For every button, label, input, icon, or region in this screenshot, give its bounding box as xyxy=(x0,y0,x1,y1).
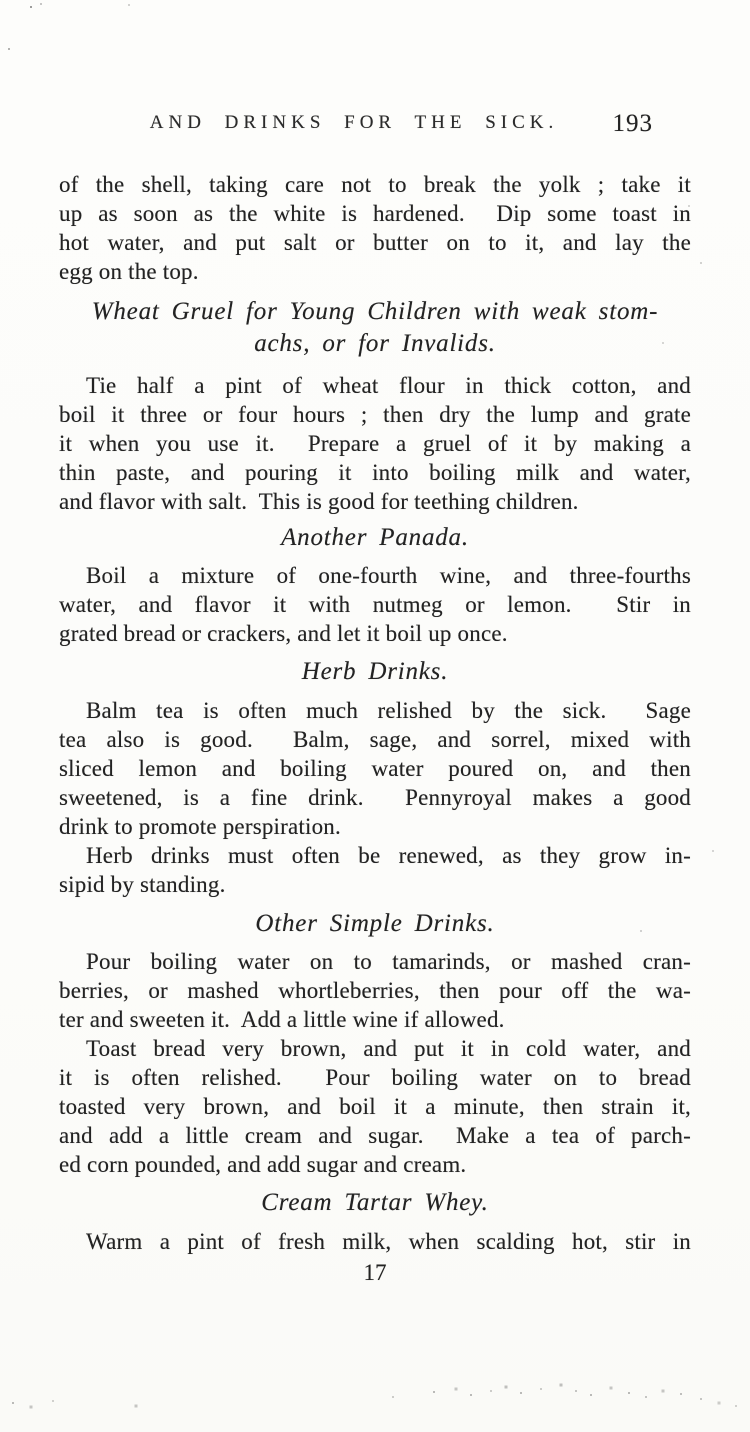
text-line: water, and flavor it with nutmeg or lemon. Stir in xyxy=(59,592,691,617)
text-line: of the shell, taking care not to break the yolk ; take it xyxy=(59,172,691,197)
text-line: sipid by standing. xyxy=(59,872,226,897)
text-line: grated bread or crackers, and let it boil up once. xyxy=(59,621,508,646)
paragraph-herb-drinks-2 xyxy=(59,841,691,899)
paragraph-herb-drinks-1 xyxy=(59,696,691,841)
recipe-heading-another-panada xyxy=(59,522,691,554)
text-line: Pour boiling water on to tamarinds, or mashed cran- xyxy=(86,949,691,974)
signature-mark: 17 xyxy=(363,1260,387,1285)
text-line: and flavor with salt. This is good for teething children. xyxy=(59,489,579,514)
recipe-heading-cream-tartar-whey xyxy=(59,1187,691,1219)
heading-text: Herb Drinks. xyxy=(301,658,449,685)
text-line: toasted very brown, and boil it a minute, then strain it, xyxy=(59,1094,691,1119)
recipe-heading-wheat-gruel xyxy=(59,296,691,360)
text-line: Herb drinks must often be renewed, as they grow in- xyxy=(86,843,691,868)
text-line: Warm a pint of fresh milk, when scalding hot, stir in xyxy=(86,1229,691,1254)
recipe-heading-other-simple-drinks xyxy=(59,908,691,940)
text-line: Balm tea is often much relished by the sick. Sage xyxy=(86,698,691,723)
text-line: tea also is good. Balm, sage, and sorrel, mixed with xyxy=(59,727,691,752)
text-line: achs, or for Invalids. xyxy=(254,330,496,357)
text-line: hot water, and put salt or butter on to it, and lay the xyxy=(59,230,691,255)
text-line: ed corn pounded, and add sugar and cream. xyxy=(59,1152,467,1177)
recipe-heading-herb-drinks xyxy=(59,656,691,688)
heading-text: Another Panada. xyxy=(281,524,469,551)
text-line: it when you use it. Prepare a gruel of it by making a xyxy=(59,431,691,456)
text-line: it is often relished. Pour boiling water on to bread xyxy=(59,1065,691,1090)
page-text-block xyxy=(59,112,691,1287)
paragraph-cream-tartar-whey xyxy=(59,1227,691,1256)
text-line: drink to promote perspiration. xyxy=(59,814,341,839)
paragraph-other-simple-drinks-1 xyxy=(59,947,691,1034)
scan-noise-speckles xyxy=(0,0,2,2)
text-line: sliced lemon and boiling water poured on, and then xyxy=(59,756,691,781)
text-line: and add a little cream and sugar. Make a tea of parch- xyxy=(59,1123,691,1148)
heading-text: Cream Tartar Whey. xyxy=(261,1189,489,1216)
text-line: egg on the top. xyxy=(59,259,199,284)
text-line: up as soon as the white is hardened. Dip some toast in xyxy=(59,201,691,226)
text-line: thin paste, and pouring it into boiling milk and water, xyxy=(59,460,691,485)
paragraph-wheat-gruel xyxy=(59,371,691,516)
text-line: Wheat Gruel for Young Children with weak stom- xyxy=(91,298,659,325)
text-line: Tie half a pint of wheat flour in thick cotton, and xyxy=(86,373,691,398)
page-number: 193 xyxy=(612,110,653,137)
running-head xyxy=(59,112,691,138)
text-line: berries, or mashed whortleberries, then pour off the wa- xyxy=(59,978,691,1003)
text-line: Boil a mixture of one-fourth wine, and three-fourths xyxy=(86,563,691,588)
text-line: ter and sweeten it. Add a little wine if allowed. xyxy=(59,1007,505,1032)
text-line: boil it three or four hours ; then dry the lump and grate xyxy=(59,402,691,427)
heading-text: Other Simple Drinks. xyxy=(255,910,495,937)
paragraph-other-simple-drinks-2 xyxy=(59,1034,691,1179)
paragraph-egg-toast-continuation xyxy=(59,170,691,286)
running-header: AND DRINKS FOR THE SICK. xyxy=(149,112,559,133)
paragraph-another-panada xyxy=(59,561,691,648)
text-line: Toast bread very brown, and put it in cold water, and xyxy=(86,1036,691,1061)
text-line: sweetened, is a fine drink. Pennyroyal makes a good xyxy=(59,785,691,810)
